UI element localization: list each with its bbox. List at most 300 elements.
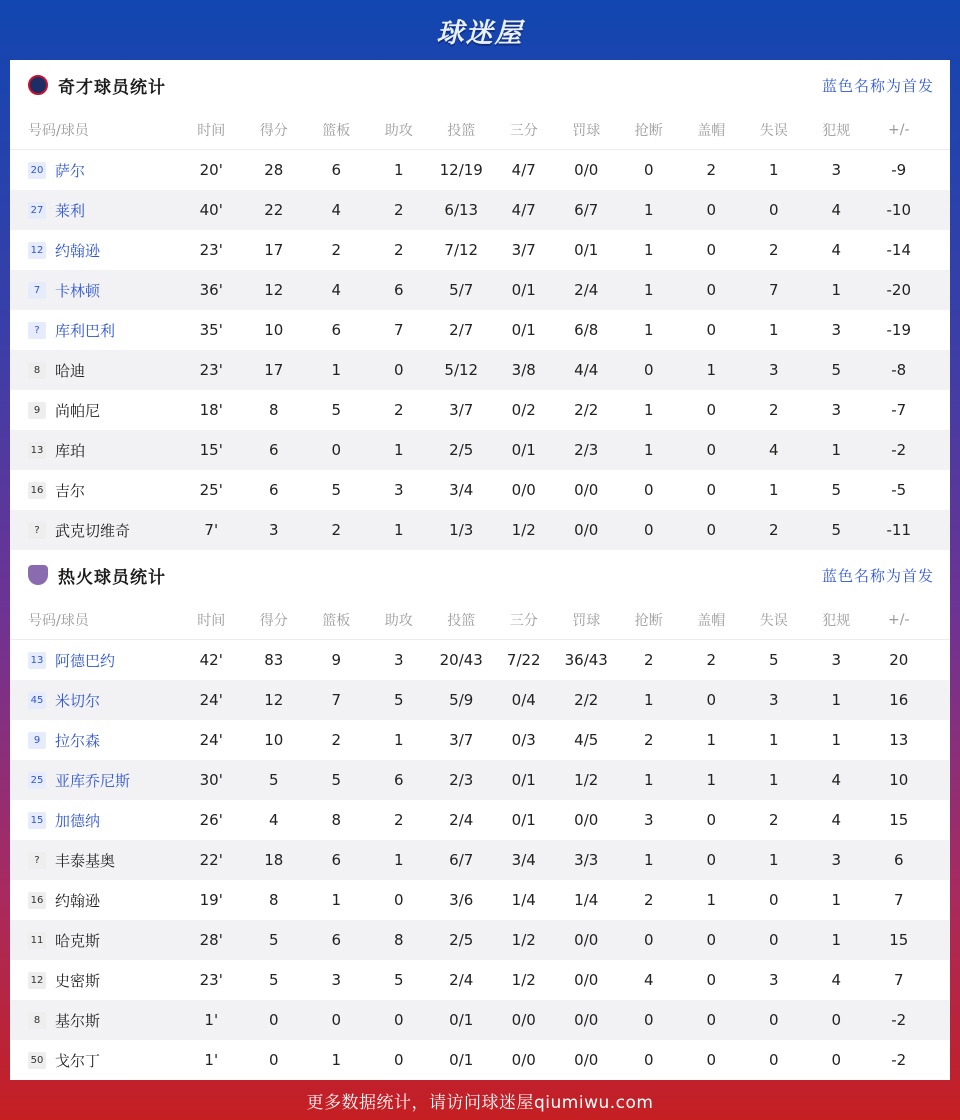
stat-cell: 0 <box>768 201 779 219</box>
stat-cell: 4 <box>831 771 842 789</box>
player-name[interactable]: 约翰逊 <box>55 891 101 910</box>
player-name[interactable]: 库珀 <box>55 441 86 460</box>
player-name[interactable]: 戈尔丁 <box>55 1051 101 1070</box>
stat-cell: 1/4 <box>574 891 599 909</box>
player-cell <box>10 890 180 911</box>
stat-cell: 0/0 <box>574 1011 599 1029</box>
stat-cell: 3 <box>831 651 842 669</box>
jersey-number-badge: ? <box>28 522 46 539</box>
player-name[interactable]: 尚帕尼 <box>55 401 101 420</box>
player-row[interactable] <box>10 190 950 230</box>
jersey-number-badge: 15 <box>28 812 46 829</box>
stat-cell: 1 <box>643 441 654 459</box>
jersey-number-badge: 16 <box>28 482 46 499</box>
stat-cell: 0 <box>331 441 342 459</box>
stat-cell: 0 <box>768 1051 779 1069</box>
column-header: 失误 <box>759 612 788 629</box>
jersey-number-badge: 13 <box>28 652 46 669</box>
stat-cell: 1/3 <box>449 521 474 539</box>
player-name[interactable]: 丰泰基奥 <box>55 851 116 870</box>
jersey-number-badge: 12 <box>28 242 46 259</box>
brand-logo: 球迷屋 <box>436 17 524 49</box>
stat-cell: 35' <box>199 321 223 339</box>
stat-cell: 1 <box>331 1051 342 1069</box>
stat-cell: 4 <box>331 281 342 299</box>
player-name[interactable]: 吉尔 <box>55 481 86 500</box>
stat-cell: 0/0 <box>511 1051 536 1069</box>
stat-cell: 3/8 <box>511 361 536 379</box>
stat-cell: 3/4 <box>449 481 474 499</box>
column-header: 助攻 <box>384 122 413 139</box>
column-header: +/- <box>888 121 910 138</box>
stat-cell: 0/1 <box>449 1051 474 1069</box>
column-header: 投篮 <box>447 612 476 629</box>
player-name[interactable]: 萨尔 <box>55 161 86 180</box>
stat-cell: 5 <box>831 361 842 379</box>
stat-cell: 10 <box>889 771 909 789</box>
stat-cell: 1 <box>831 731 842 749</box>
player-row[interactable] <box>10 720 950 760</box>
stat-cell: 0/1 <box>511 811 536 829</box>
stat-cell: 5 <box>331 771 342 789</box>
stat-cell: 5 <box>331 481 342 499</box>
stat-cell: 0/4 <box>511 691 536 709</box>
player-cell <box>10 770 180 791</box>
stat-cell: 0/1 <box>511 281 536 299</box>
team-title-group <box>28 73 166 98</box>
stat-cell: 1 <box>393 851 404 869</box>
stat-cell: 0 <box>831 1011 842 1029</box>
jersey-number-badge: 9 <box>28 732 46 749</box>
stat-cell: 6 <box>331 851 342 869</box>
column-header: 抢断 <box>634 122 663 139</box>
player-cell <box>10 690 180 711</box>
stat-cell: 0 <box>706 201 717 219</box>
stat-cell: 1 <box>831 931 842 949</box>
stat-cell: 0 <box>393 361 404 379</box>
stat-cell: 0 <box>268 1011 279 1029</box>
player-cell <box>10 1010 180 1031</box>
stat-cell: 6 <box>331 931 342 949</box>
stat-cell: 2 <box>331 731 342 749</box>
stat-cell: 2 <box>768 401 779 419</box>
stat-cell: 0/0 <box>511 481 536 499</box>
stat-cell: 0 <box>331 1011 342 1029</box>
stat-cell: 3 <box>331 971 342 989</box>
stat-cell: 19' <box>199 891 223 909</box>
player-row[interactable] <box>10 760 950 800</box>
stat-cell: 36/43 <box>564 651 608 669</box>
stat-cell: 0 <box>831 1051 842 1069</box>
stat-cell: 3 <box>393 651 404 669</box>
stat-cell: 1 <box>831 281 842 299</box>
team-title: 热火球员统计 <box>58 567 166 588</box>
stat-cell: 0 <box>643 361 654 379</box>
stat-cell: 5/7 <box>449 281 474 299</box>
stat-cell: 4 <box>831 201 842 219</box>
stat-cell: 15 <box>889 931 909 949</box>
stat-cell: 0 <box>706 811 717 829</box>
team-header <box>10 60 950 110</box>
stat-cell: 16 <box>889 691 909 709</box>
stat-cell: 7 <box>893 971 904 989</box>
player-row[interactable] <box>10 310 950 350</box>
stat-cell: -20 <box>886 281 911 299</box>
stat-cell: 3/6 <box>449 891 474 909</box>
stat-cell: 0/1 <box>511 771 536 789</box>
stat-cell: 8 <box>331 811 342 829</box>
player-name[interactable]: 亚库乔尼斯 <box>55 771 131 790</box>
stat-cell: 2 <box>768 521 779 539</box>
stat-cell: 0 <box>706 481 717 499</box>
stat-cell: -10 <box>886 201 911 219</box>
stat-cell: 8 <box>268 891 279 909</box>
stat-cell: 0 <box>706 1051 717 1069</box>
stat-cell: 6 <box>331 321 342 339</box>
player-name[interactable]: 库利巴利 <box>55 321 116 340</box>
stat-cell: 2/4 <box>449 811 474 829</box>
player-name[interactable]: 拉尔森 <box>55 731 101 750</box>
player-cell <box>10 1050 180 1071</box>
stat-cell: 2/2 <box>574 401 599 419</box>
stat-cell: 2 <box>393 201 404 219</box>
column-header: 盖帽 <box>697 612 726 629</box>
stat-cell: 1 <box>706 891 717 909</box>
stat-cell: 23' <box>199 971 223 989</box>
stat-cell: 2 <box>331 241 342 259</box>
stat-cell: 0 <box>768 891 779 909</box>
stat-cell: 18' <box>199 401 223 419</box>
jersey-number-badge: 12 <box>28 972 46 989</box>
stat-cell: 2 <box>768 811 779 829</box>
stat-cell: 1 <box>768 481 779 499</box>
stat-cell: 0/0 <box>574 971 599 989</box>
stat-cell: 1 <box>331 361 342 379</box>
stat-cell: 3 <box>831 401 842 419</box>
player-name[interactable]: 哈克斯 <box>55 931 101 950</box>
player-row[interactable] <box>10 350 950 390</box>
player-cell <box>10 280 180 301</box>
stat-cell: 5 <box>268 971 279 989</box>
stat-cell: 0 <box>768 1011 779 1029</box>
stat-cell: -7 <box>891 401 907 419</box>
stat-cell: 23' <box>199 361 223 379</box>
player-row[interactable] <box>10 430 950 470</box>
stat-cell: 1 <box>393 521 404 539</box>
stat-cell: 1 <box>643 401 654 419</box>
stat-cell: 17 <box>264 361 284 379</box>
stat-cell: 1 <box>831 441 842 459</box>
stat-cell: 22' <box>199 851 223 869</box>
stat-cell: 1 <box>706 361 717 379</box>
jersey-number-badge: 20 <box>28 162 46 179</box>
stat-cell: 3/4 <box>511 851 536 869</box>
column-header: 犯规 <box>822 612 851 629</box>
stat-cell: 4/7 <box>511 161 536 179</box>
stat-cell: 7 <box>768 281 779 299</box>
stat-cell: 0 <box>393 1051 404 1069</box>
player-row[interactable] <box>10 230 950 270</box>
stat-cell: 1 <box>643 691 654 709</box>
jersey-number-badge: 50 <box>28 1052 46 1069</box>
player-row[interactable] <box>10 800 950 840</box>
stat-cell: 0/3 <box>511 731 536 749</box>
stat-cell: 3 <box>643 811 654 829</box>
stat-cell: 4 <box>768 441 779 459</box>
stat-cell: 5 <box>831 521 842 539</box>
stat-cell: 1 <box>643 281 654 299</box>
stat-cell: 20 <box>889 651 909 669</box>
stat-cell: 2/3 <box>449 771 474 789</box>
stat-cell: 5 <box>268 771 279 789</box>
stat-cell: 17 <box>264 241 284 259</box>
stat-cell: -8 <box>891 361 907 379</box>
jersey-number-badge: ? <box>28 852 46 869</box>
team-logo-icon <box>28 75 48 95</box>
brand-bar <box>0 0 960 60</box>
player-name[interactable]: 武克切维奇 <box>55 521 131 540</box>
stat-cell: -5 <box>891 481 907 499</box>
stat-cell: 1 <box>768 161 779 179</box>
stat-cell: -2 <box>891 441 907 459</box>
stat-cell: 1 <box>643 851 654 869</box>
stat-cell: 6 <box>331 161 342 179</box>
stat-cell: 0 <box>706 691 717 709</box>
stat-cell: 4/5 <box>574 731 599 749</box>
stat-cell: 3/3 <box>574 851 599 869</box>
stat-cell: 1/4 <box>511 891 536 909</box>
stat-cell: 6/13 <box>444 201 479 219</box>
player-row[interactable] <box>10 270 950 310</box>
stat-cell: 0 <box>768 931 779 949</box>
stat-cell: 5/9 <box>449 691 474 709</box>
player-name[interactable]: 莱利 <box>55 201 86 220</box>
stat-cell: 0 <box>706 281 717 299</box>
player-cell <box>10 810 180 831</box>
stat-cell: 3/7 <box>449 731 474 749</box>
jersey-number-badge: 7 <box>28 282 46 299</box>
stat-cell: 0 <box>643 481 654 499</box>
stat-cell: 22 <box>264 201 284 219</box>
player-row[interactable] <box>10 1000 950 1040</box>
stat-cell: 3 <box>831 161 842 179</box>
stat-cell: 5/12 <box>444 361 479 379</box>
stat-cell: 6 <box>268 481 279 499</box>
stat-cell: 0 <box>643 521 654 539</box>
jersey-number-badge: 25 <box>28 772 46 789</box>
player-row[interactable] <box>10 510 950 550</box>
player-row[interactable] <box>10 960 950 1000</box>
stat-cell: 0/1 <box>574 241 599 259</box>
stat-cell: 2 <box>331 521 342 539</box>
stat-cell: 2/5 <box>449 441 474 459</box>
starter-legend-note: 蓝色名称为首发 <box>821 76 934 95</box>
column-header: 犯规 <box>822 122 851 139</box>
column-header-row <box>10 600 950 640</box>
stat-cell: 0/0 <box>574 521 599 539</box>
player-cell <box>10 930 180 951</box>
player-row[interactable] <box>10 150 950 190</box>
stat-cell: 6/7 <box>574 201 599 219</box>
stat-cell: 5 <box>268 931 279 949</box>
stat-cell: 0 <box>393 891 404 909</box>
player-row[interactable] <box>10 390 950 430</box>
stat-cell: 25' <box>199 481 223 499</box>
player-row[interactable] <box>10 470 950 510</box>
stat-cell: 3 <box>831 851 842 869</box>
column-header: 三分 <box>509 122 538 139</box>
stat-cell: 4/7 <box>511 201 536 219</box>
stat-cell: 6/8 <box>574 321 599 339</box>
column-header: 得分 <box>259 612 288 629</box>
player-cell <box>10 320 180 341</box>
stat-cell: 0 <box>706 1011 717 1029</box>
stat-cell: 12/19 <box>439 161 483 179</box>
player-row[interactable] <box>10 840 950 880</box>
player-name[interactable]: 哈迪 <box>55 361 86 380</box>
stat-cell: 0 <box>706 931 717 949</box>
column-header: 助攻 <box>384 612 413 629</box>
stat-cell: 1 <box>768 731 779 749</box>
stat-cell: 1/2 <box>511 521 536 539</box>
player-cell <box>10 400 180 421</box>
stat-cell: 0 <box>643 931 654 949</box>
stat-cell: 3 <box>768 361 779 379</box>
stat-cell: -11 <box>886 521 911 539</box>
stat-cell: 1 <box>706 731 717 749</box>
stat-cell: 7 <box>393 321 404 339</box>
stat-cell: 1 <box>643 241 654 259</box>
stat-cell: 2 <box>393 401 404 419</box>
stat-cell: 0/0 <box>574 481 599 499</box>
player-cell <box>10 240 180 261</box>
column-header: 盖帽 <box>697 122 726 139</box>
stat-cell: 20/43 <box>439 651 483 669</box>
stats-card <box>10 60 950 1080</box>
stat-cell: 2 <box>706 161 717 179</box>
player-cell <box>10 480 180 501</box>
stat-cell: 0 <box>643 1051 654 1069</box>
stat-cell: 5 <box>393 971 404 989</box>
player-row[interactable] <box>10 1040 950 1080</box>
player-cell <box>10 440 180 461</box>
player-row[interactable] <box>10 680 950 720</box>
stat-cell: 4 <box>831 971 842 989</box>
stat-cell: 2 <box>643 651 654 669</box>
stat-cell: 0 <box>706 971 717 989</box>
stat-cell: 6 <box>268 441 279 459</box>
stat-cell: 83 <box>264 651 284 669</box>
jersey-number-badge: ? <box>28 322 46 339</box>
jersey-number-badge: 9 <box>28 402 46 419</box>
stat-cell: 0/0 <box>511 1011 536 1029</box>
player-row[interactable] <box>10 880 950 920</box>
stat-cell: 5 <box>768 651 779 669</box>
stat-cell: 24' <box>199 731 223 749</box>
player-name[interactable]: 卡林顿 <box>55 281 101 300</box>
stat-cell: 0/2 <box>511 401 536 419</box>
stat-cell: 6 <box>893 851 904 869</box>
stat-cell: 2/3 <box>574 441 599 459</box>
player-row[interactable] <box>10 640 950 680</box>
stat-cell: 18 <box>264 851 284 869</box>
stat-cell: 3 <box>393 481 404 499</box>
stat-cell: 2 <box>643 891 654 909</box>
stat-cell: 42' <box>199 651 223 669</box>
player-name[interactable]: 加德纳 <box>55 811 101 830</box>
player-name[interactable]: 米切尔 <box>55 691 101 710</box>
stat-cell: 2/4 <box>574 281 599 299</box>
stat-cell: 1 <box>331 891 342 909</box>
stat-cell: 0/1 <box>511 441 536 459</box>
stat-cell: 0 <box>643 1011 654 1029</box>
stat-cell: 8 <box>393 931 404 949</box>
player-name[interactable]: 史密斯 <box>55 971 101 990</box>
stat-cell: 1 <box>768 771 779 789</box>
stat-cell: 0 <box>706 241 717 259</box>
stat-cell: 2/7 <box>449 321 474 339</box>
stat-cell: 8 <box>268 401 279 419</box>
player-cell <box>10 200 180 221</box>
stat-cell: 3 <box>768 971 779 989</box>
stat-cell: 3/7 <box>449 401 474 419</box>
column-header: 投篮 <box>447 122 476 139</box>
stat-cell: 4 <box>831 241 842 259</box>
stat-cell: 2/2 <box>574 691 599 709</box>
stat-cell: 0 <box>268 1051 279 1069</box>
stat-cell: 0 <box>393 1011 404 1029</box>
starter-legend-note: 蓝色名称为首发 <box>821 566 934 585</box>
stat-cell: 24' <box>199 691 223 709</box>
player-cell <box>10 730 180 751</box>
stat-cell: 2 <box>706 651 717 669</box>
stat-cell: 6 <box>393 771 404 789</box>
stat-cell: 1 <box>393 441 404 459</box>
stat-cell: 2 <box>393 241 404 259</box>
column-header: 抢断 <box>634 612 663 629</box>
stat-cell: -2 <box>891 1051 907 1069</box>
player-name[interactable]: 基尔斯 <box>55 1011 101 1030</box>
jersey-number-badge: 11 <box>28 932 46 949</box>
stat-cell: 0 <box>706 321 717 339</box>
stat-cell: 1 <box>831 691 842 709</box>
stat-cell: 0/1 <box>449 1011 474 1029</box>
stat-cell: 0 <box>706 521 717 539</box>
stat-cell: 2 <box>768 241 779 259</box>
stat-cell: 1/2 <box>511 931 536 949</box>
player-name[interactable]: 约翰逊 <box>55 241 101 260</box>
stat-cell: 1/2 <box>511 971 536 989</box>
stat-cell: 12 <box>264 281 284 299</box>
stat-cell: 1 <box>706 771 717 789</box>
stat-cell: 28' <box>199 931 223 949</box>
stat-cell: 4/4 <box>574 361 599 379</box>
jersey-number-badge: 13 <box>28 442 46 459</box>
stat-cell: 3 <box>768 691 779 709</box>
stat-cell: 2 <box>643 731 654 749</box>
stat-cell: 6/7 <box>449 851 474 869</box>
stat-cell: 10 <box>264 731 284 749</box>
jersey-number-badge: 16 <box>28 892 46 909</box>
stat-cell: 7/12 <box>444 241 479 259</box>
stat-cell: 1/2 <box>574 771 599 789</box>
stat-cell: 2 <box>393 811 404 829</box>
player-row[interactable] <box>10 920 950 960</box>
player-name[interactable]: 阿德巴约 <box>55 651 116 670</box>
stat-cell: 10 <box>264 321 284 339</box>
column-header: 号码/球员 <box>28 122 89 139</box>
stat-cell: 0 <box>706 851 717 869</box>
